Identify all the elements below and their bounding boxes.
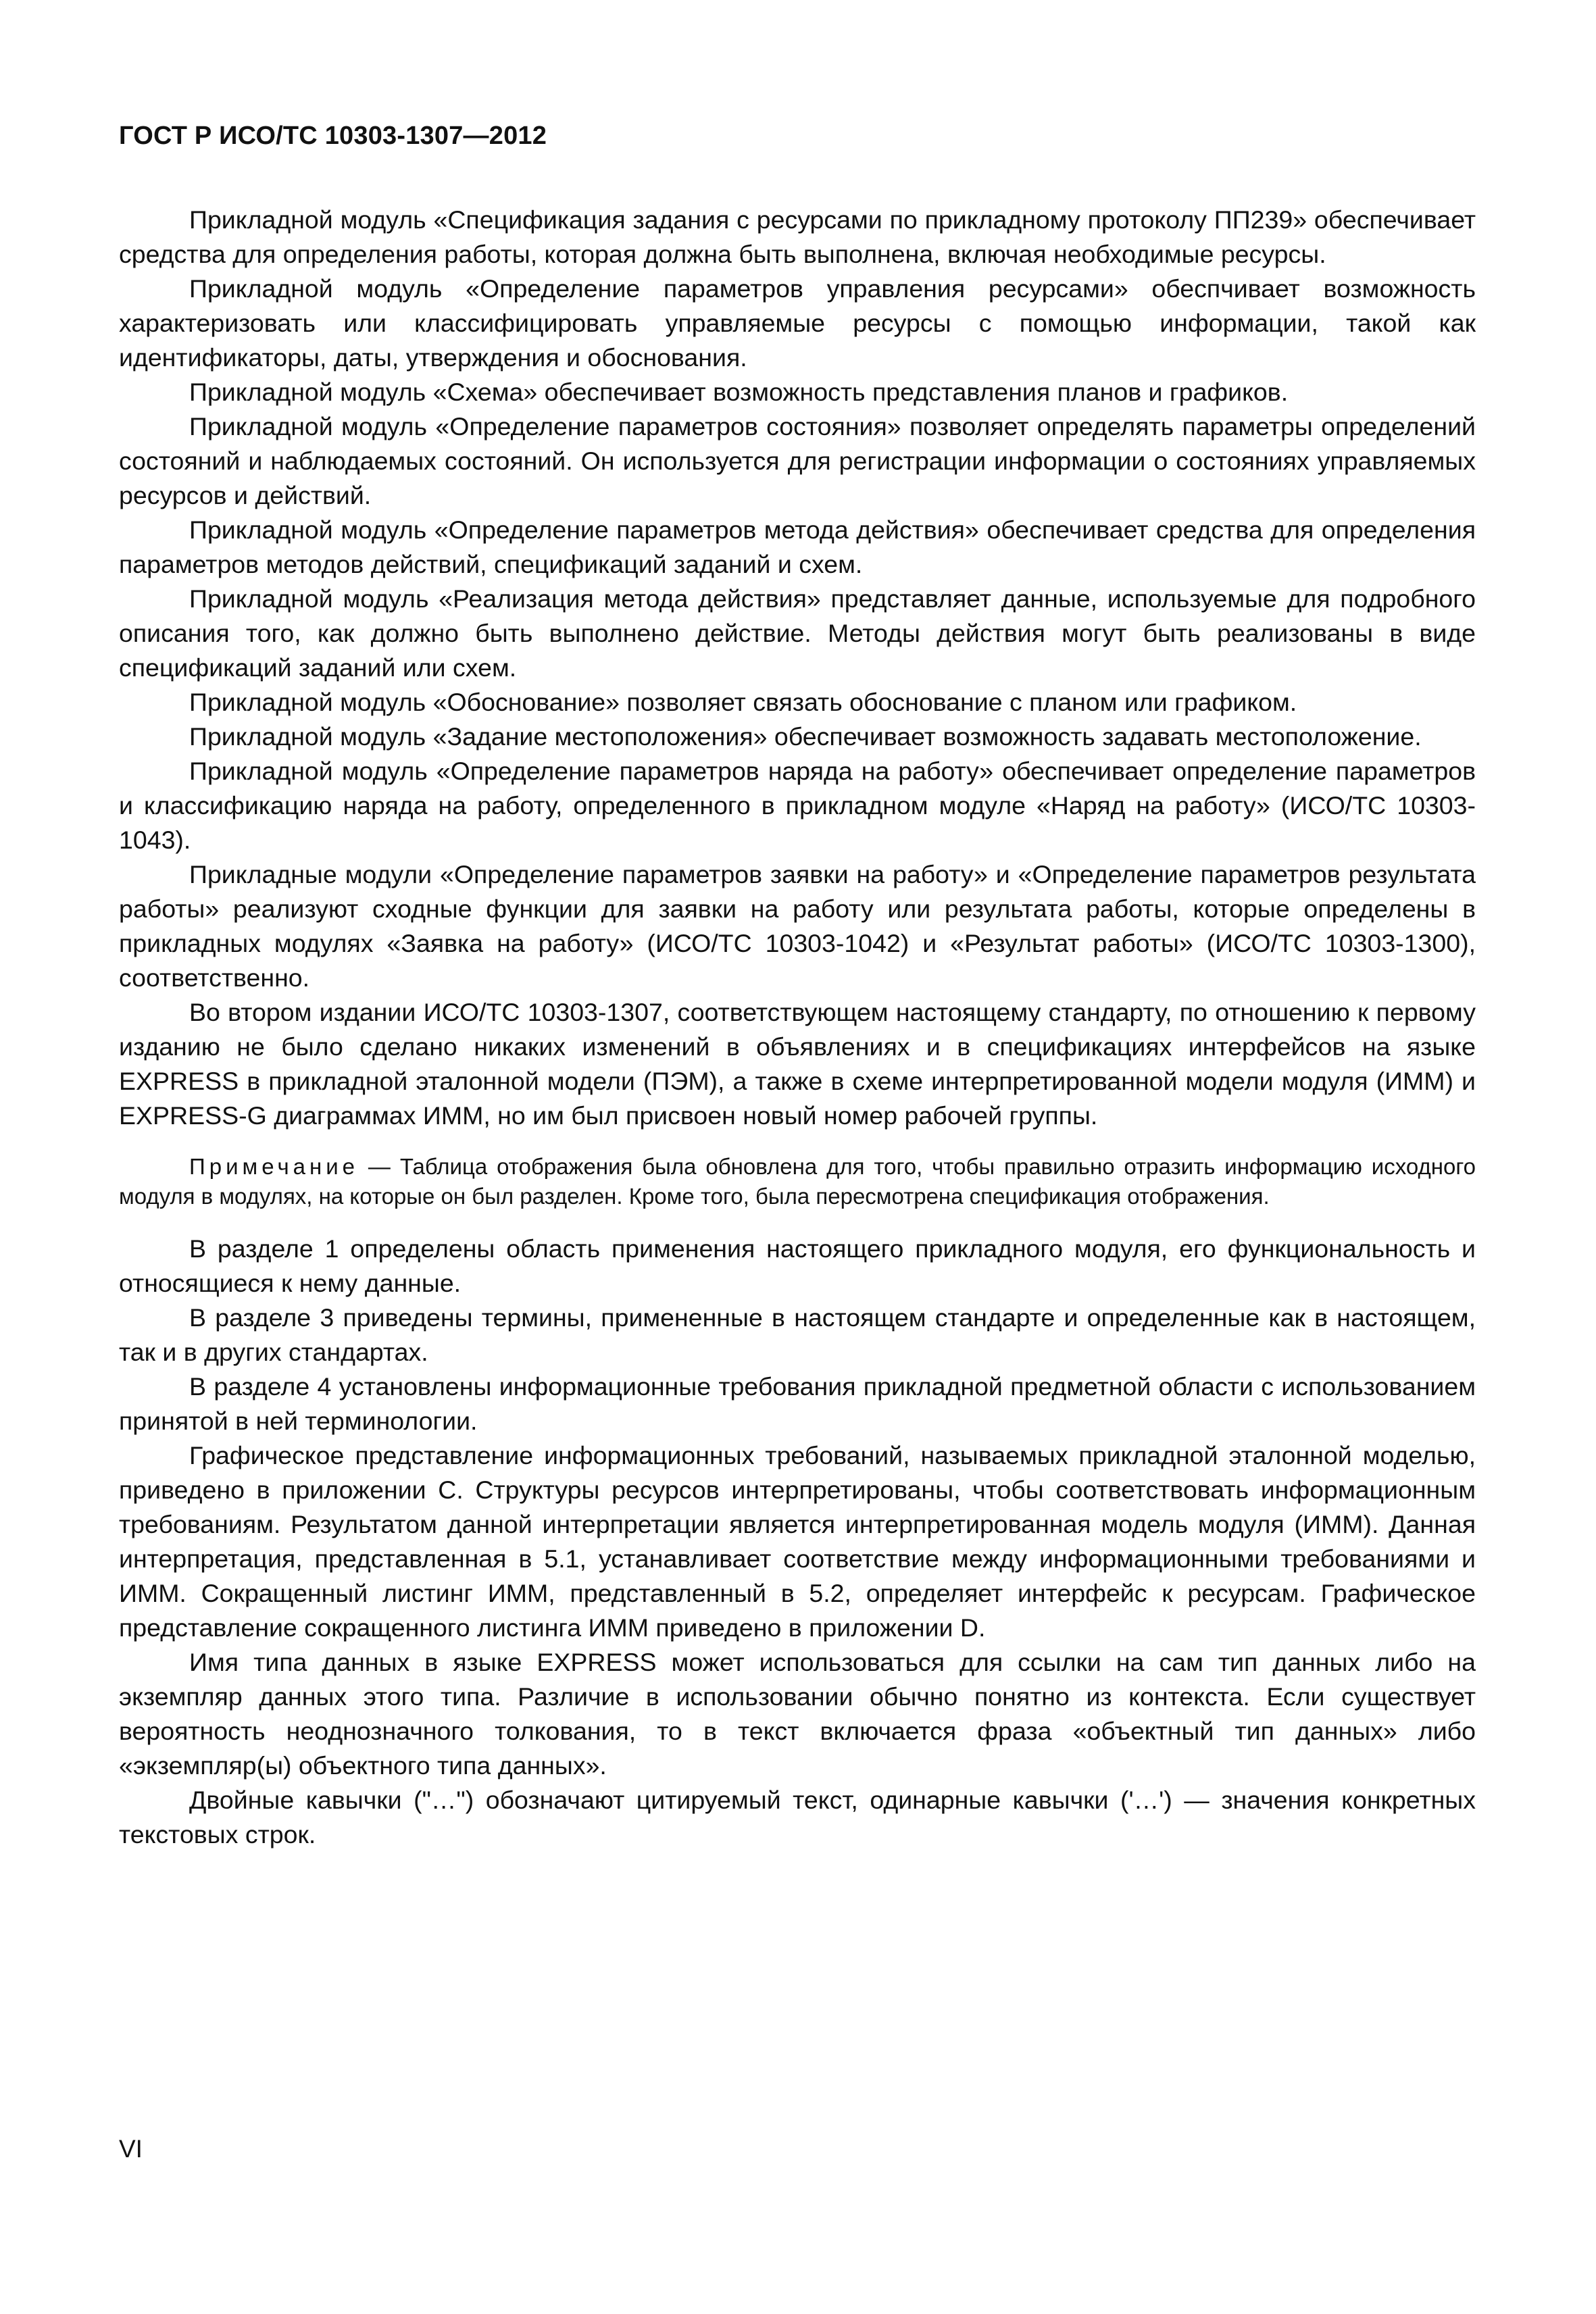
paragraph: Во втором издании ИСО/ТС 10303-1307, соответствующем настоящему стандарту, по отношению к первому изданию не было сделано никаких изменений в объявлениях и в спецификациях интерфейсов на языке EXPRESS в прикладной эталонной модели (ПЭМ), а также в схеме интерпретированной модели модуля (ИММ) и EXPRESS-G диаграммах ИММ, но им был присвоен новый номер рабочей группы. (119, 998, 1476, 1130)
paragraph: В разделе 1 определены область применения настоящего прикладного модуля, его функциональность и относящиеся к нему данные. (119, 1234, 1476, 1297)
paragraph: Прикладной модуль «Определение параметров метода действия» обеспечивает средства для определения параметров методов действий, спецификаций заданий и схем. (119, 515, 1476, 578)
paragraph: Прикладной модуль «Определение параметров наряда на работу» обеспечивает определение параметров и классификацию наряда на работу, определенного в прикладном модуле «Наряд на работу» (ИСО/ТС 10303-1043). (119, 757, 1476, 854)
paragraph: В разделе 3 приведены термины, примененные в настоящем стандарте и определенные как в настоящем, так и в других стандартах. (119, 1303, 1476, 1366)
paragraph: Прикладной модуль «Реализация метода действия» представляет данные, используемые для подробного описания того, как должно быть выполнено действие. Методы действия могут быть реализованы в виде спецификаций заданий или схем. (119, 584, 1476, 682)
paragraph: В разделе 4 установлены информационные требования прикладной предметной области с использованием принятой в ней терминологии. (119, 1372, 1476, 1435)
note-label: Примечание (189, 1154, 359, 1179)
note-text: — Таблица отображения была обновлена для того, чтобы правильно отразить информацию исходного модуля в модулях, на которые он был разделен. Кроме того, была пересмотрена спецификация отображения. (119, 1154, 1476, 1209)
document-body (119, 203, 1476, 1852)
note-block (119, 1152, 1476, 1211)
paragraph: Прикладной модуль «Схема» обеспечивает возможность представления планов и графиков. (189, 378, 1289, 406)
paragraph: Графическое представление информационных требований, называемых прикладной эталонной моделью, приведено в приложении С. Структуры ресурсов интерпретированы, чтобы соответствовать информационным требованиям. Результатом данной интерпретации является интерпретированная модель модуля (ИММ). Данная интерпретация, представленная в 5.1, устанавливает соответствие между информационными требованиями и ИММ. Сокращенный листинг ИММ, представленный в 5.2, определяет интерфейс к ресурсам. Графическое представление сокращенного листинга ИММ приведено в приложении D. (119, 1441, 1476, 1642)
paragraph: Прикладной модуль «Определение параметров управления ресурсами» обеспчивает возможность характеризовать или классифицировать управляемые ресурсы с помощью информации, такой как идентификаторы, даты, утверждения и обоснования. (119, 274, 1476, 372)
paragraph: Имя типа данных в языке EXPRESS может использоваться для ссылки на сам тип данных либо на экземпляр данных этого типа. Различие в использовании обычно понятно из контекста. Если существует вероятность неоднозначного толкования, то в текст включается фраза «объектный тип данных» либо «экземпляр(ы) объектного типа данных». (119, 1648, 1476, 1780)
paragraph: Прикладной модуль «Обоснование» позволяет связать обоснование с планом или графиком. (189, 688, 1297, 716)
paragraph: Прикладной модуль «Задание местоположения» обеспечивает возможность задавать местоположение. (189, 722, 1422, 751)
paragraph: Двойные кавычки ("…") обозначают цитируемый текст, одинарные кавычки ('…') — значения конкретных текстовых строк. (119, 1786, 1476, 1848)
paragraph: Прикладные модули «Определение параметров заявки на работу» и «Определение параметров результата работы» реализуют сходные функции для заявки на работу или результата работы, которые определены в прикладных модулях «Заявка на работу» (ИСО/ТС 10303-1042) и «Результат работы» (ИСО/ТС 10303-1300), соответственно. (119, 860, 1476, 992)
paragraph: Прикладной модуль «Определение параметров состояния» позволяет определять параметры определений состояний и наблюдаемых состояний. Он используется для регистрации информации о состояниях управляемых ресурсов и действий. (119, 412, 1476, 509)
paragraph: Прикладной модуль «Спецификация задания с ресурсами по прикладному протоколу ПП239» обеспечивает средства для определения работы, которая должна быть выполнена, включая необходимые ресурсы. (119, 205, 1476, 268)
document-header: ГОСТ Р ИСО/ТС 10303-1307—2012 (119, 122, 547, 150)
page-number: VI (119, 2135, 143, 2163)
